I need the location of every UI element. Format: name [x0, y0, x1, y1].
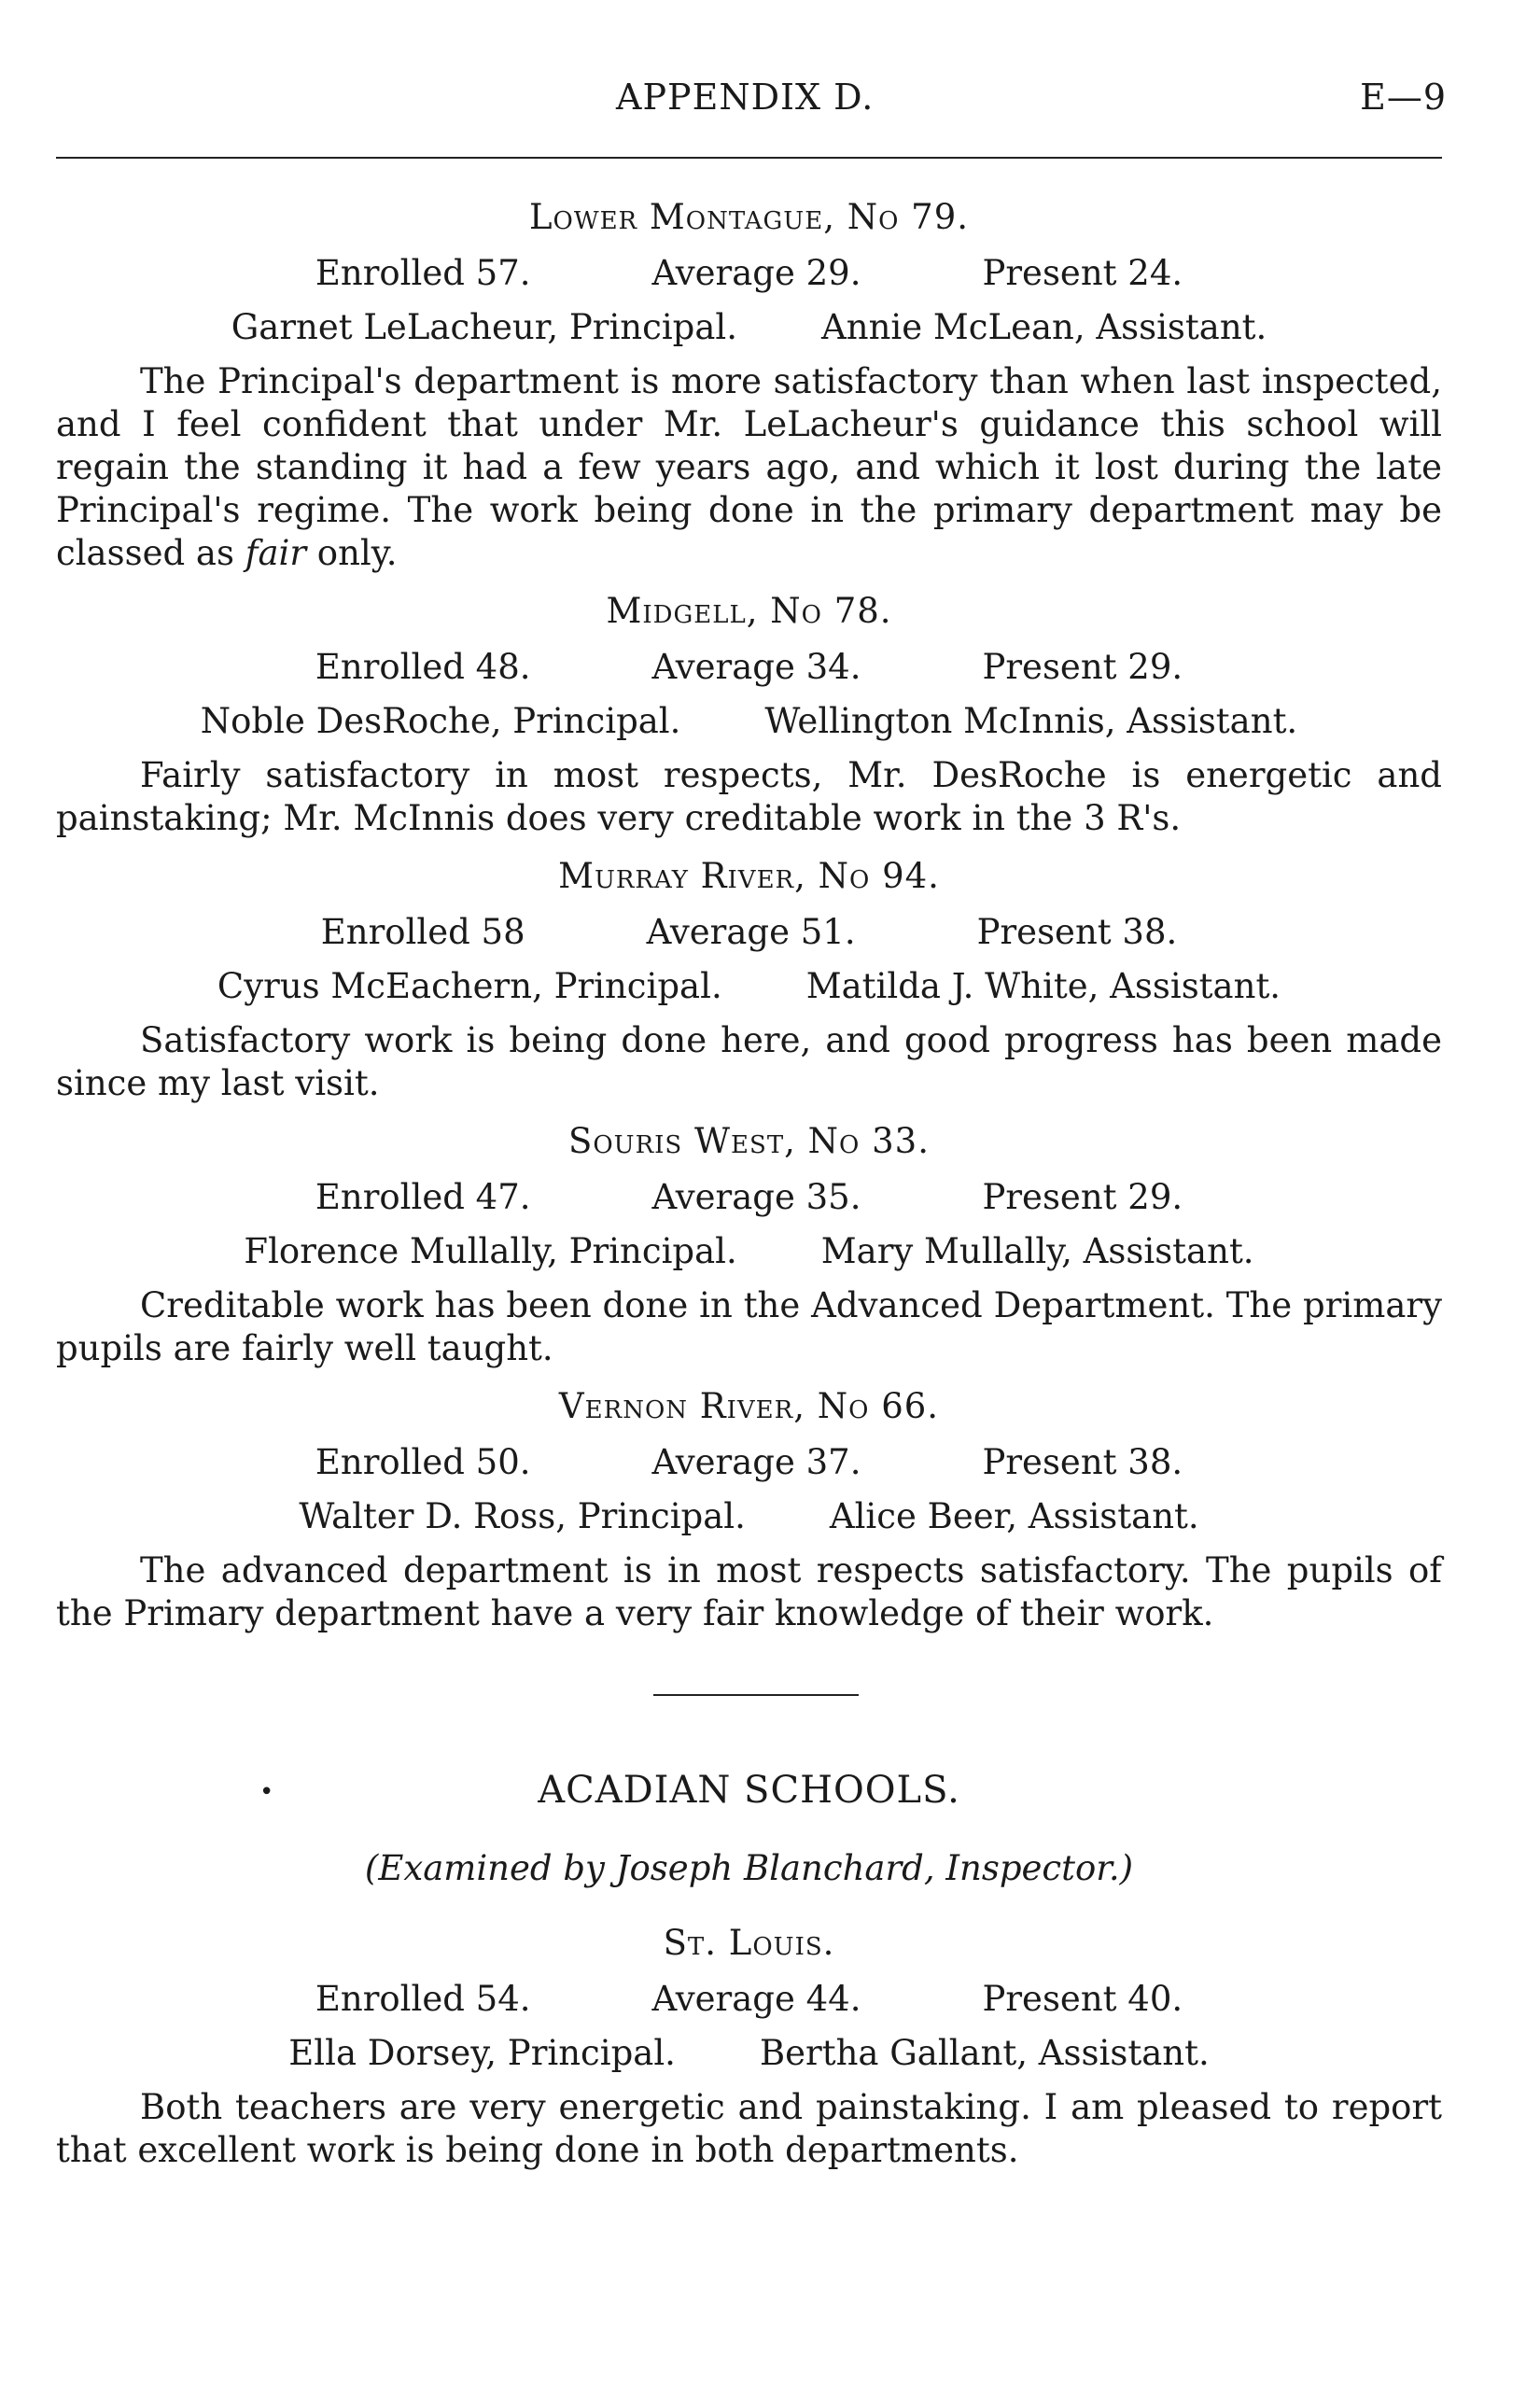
enrolled-count: Enrolled 57. [315, 253, 531, 293]
principal-name: Florence Mullally, Principal. [244, 1231, 737, 1271]
inspection-report: The advanced department is in most respects satisfactory. The pupils of the Primary department have a very fair knowledge of their work. [56, 1550, 1442, 1633]
enrolled-count: Enrolled 48. [315, 647, 531, 687]
enrolled-count: Enrolled 54. [315, 1979, 531, 2019]
running-head [0, 77, 1540, 133]
assistant-name: Matilda J. White, Assistant. [805, 966, 1281, 1006]
assistant-name: Alice Beer, Assistant. [829, 1496, 1199, 1536]
principal-name: Ella Dorsey, Principal. [288, 2033, 676, 2073]
staff-line [56, 1230, 1442, 1273]
present-count: Present 24. [982, 253, 1183, 293]
staff-line [56, 1495, 1442, 1538]
school-heading: Souris West, No 33. [568, 1121, 930, 1161]
page-number: E—9 [1360, 77, 1447, 118]
principal-name: Garnet LeLacheur, Principal. [231, 307, 738, 347]
enrolled-count: Enrolled 50. [315, 1442, 531, 1482]
report-text: The Principal's department is more satisfactory than when last inspected, and I feel confident that under Mr. LeLacheur's guidance this school will regain the standing it had a few years ago, and which it lost during the late Principal's regime. The work being done in the primary department may be classed as [56, 361, 1442, 573]
average-count: Average 34. [651, 647, 861, 687]
present-count: Present 29. [982, 1177, 1183, 1217]
attendance-line [56, 252, 1442, 295]
assistant-name: Wellington McInnis, Assistant. [764, 701, 1298, 741]
staff-line [56, 965, 1442, 1008]
enrolled-count: Enrolled 47. [315, 1177, 531, 1217]
principal-name: Cyrus McEachern, Principal. [217, 966, 722, 1006]
school-heading: Vernon River, No 66. [558, 1386, 940, 1426]
school-section-st-louis [56, 1922, 1442, 2172]
attendance-line [56, 1176, 1442, 1219]
attendance-line [56, 1978, 1442, 2021]
inspection-report: Fairly satisfactory in most respects, Mr. DesRoche is energetic and painstaking; Mr. McInnis does very creditable work in the 3 R's. [56, 755, 1442, 838]
section-divider [653, 1694, 859, 1696]
inspection-report: Creditable work has been done in the Advanced Department. The primary pupils are fairly well taught. [56, 1285, 1442, 1368]
assistant-name: Mary Mullally, Assistant. [820, 1231, 1254, 1271]
report-text-end: only. [306, 533, 398, 573]
appendix-title: APPENDIX D. [616, 77, 875, 118]
attendance-line [56, 911, 1442, 954]
inspection-report: Both teachers are very energetic and painstaking. I am pleased to report that excellent work is being done in both departments. [56, 2087, 1442, 2170]
section-title: ACADIAN SCHOOLS. [538, 1769, 960, 1812]
assistant-name: Bertha Gallant, Assistant. [759, 2033, 1210, 2073]
school-heading: Lower Montague, No 79. [528, 197, 970, 237]
school-reports [56, 196, 1442, 1650]
present-count: Present 38. [976, 912, 1178, 952]
school-heading: Midgell, No 78. [606, 591, 892, 631]
school-section-midgell [56, 590, 1442, 840]
present-count: Present 29. [982, 647, 1183, 687]
average-count: Average 29. [651, 253, 861, 293]
school-section-lower-montague [56, 196, 1442, 575]
present-count: Present 38. [982, 1442, 1183, 1482]
school-heading: St. Louis. [663, 1923, 835, 1963]
school-section-murray-river [56, 855, 1442, 1105]
school-heading: Murray River, No 94. [558, 856, 940, 896]
average-count: Average 44. [651, 1979, 861, 2019]
school-section-souris-west [56, 1120, 1442, 1370]
principal-name: Walter D. Ross, Principal. [299, 1496, 746, 1536]
report-emphasis: fair [245, 533, 307, 573]
school-section-vernon-river [56, 1385, 1442, 1635]
attendance-line [56, 1441, 1442, 1484]
stray-bullet: • [259, 1778, 274, 1806]
header-rule [56, 157, 1442, 159]
section-subtitle: (Examined by Joseph Blanchard, Inspector.) [364, 1848, 1134, 1888]
assistant-name: Annie McLean, Assistant. [821, 307, 1267, 347]
average-count: Average 51. [646, 912, 856, 952]
acadian-schools-section [56, 1769, 1442, 2187]
attendance-line [56, 646, 1442, 689]
staff-line [56, 2032, 1442, 2075]
inspection-report: Satisfactory work is being done here, and good progress has been made since my last visit. [56, 1020, 1442, 1103]
inspection-report [56, 360, 1442, 575]
enrolled-count: Enrolled 58 [320, 912, 525, 952]
principal-name: Noble DesRoche, Principal. [200, 701, 681, 741]
average-count: Average 35. [651, 1177, 861, 1217]
average-count: Average 37. [651, 1442, 861, 1482]
staff-line [56, 306, 1442, 349]
staff-line [56, 700, 1442, 743]
present-count: Present 40. [982, 1979, 1183, 2019]
